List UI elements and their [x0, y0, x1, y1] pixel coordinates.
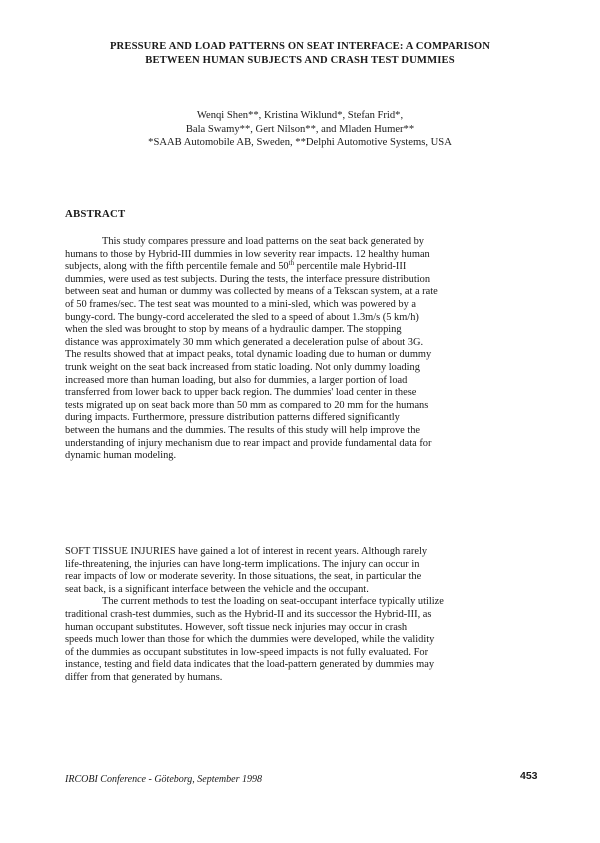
abstract-line: distance was approximately 30 mm which generated a deceleration pulse of about 3G. — [65, 336, 424, 348]
abstract-text — [65, 236, 535, 463]
body-line: of the dummies as occupant substitutes in low-speed impacts is not fully evaluated. For — [65, 646, 429, 658]
author-line: Wenqi Shen**, Kristina Wiklund*, Stefan Frid*, — [196, 110, 404, 121]
abstract-line: between the humans and the dummies. The results of this study will help improve the — [65, 424, 421, 436]
abstract-line: increased more than human loading, but also for dummies, a larger portion of load — [65, 374, 408, 386]
abstract-line: transferred from lower back to upper back region. The dummies' load center in these — [65, 387, 417, 399]
introduction-text — [65, 546, 535, 685]
body-line: traditional crash-test dummies, such as the Hybrid-II and its successor the Hybrid-III, as — [65, 608, 432, 620]
abstract-line: dynamic human modeling. — [65, 450, 177, 462]
body-line: differ from that generated by humans. — [65, 671, 223, 683]
author-line: Bala Swamy**, Gert Nilson**, and Mladen Humer** — [185, 123, 415, 135]
abstract-line: humans to those by Hybrid-III dummies in low severity rear impacts. 12 healthy human — [65, 248, 430, 260]
abstract-line: trunk weight on the seat back increased from static loading. Not only dummy loading — [65, 361, 420, 373]
paper-title — [40, 40, 560, 68]
abstract-line — [65, 261, 535, 274]
abstract-line: This study compares pressure and load patterns on the seat back generated by — [102, 236, 425, 247]
title-line: PRESSURE AND LOAD PATTERNS ON SEAT INTERFACE: A COMPARISON — [109, 41, 491, 52]
abstract-line: during impacts. Furthermore, pressure distribution patterns differed significantly — [65, 412, 400, 424]
abstract-heading: ABSTRACT — [65, 208, 126, 220]
author-block — [40, 109, 560, 150]
body-line: life-threatening, the injuries can have long-term implications. The injury can occur in — [65, 558, 420, 570]
body-line: rear impacts of low or moderate severity. In those situations, the seat, in particular the — [65, 571, 422, 583]
page-number: 453 — [520, 770, 538, 782]
abstract-line-part: subjects, along with the fifth percentile female and 50 — [65, 261, 289, 273]
superscript-th: th — [288, 259, 295, 268]
body-line: human occupant substitutes. However, soft tissue neck injuries may occur in crash — [65, 621, 408, 633]
affiliation-line: *SAAB Automobile AB, Sweden, **Delphi Automotive Systems, USA — [148, 137, 452, 148]
abstract-line: between seat and human or dummy was collected by means of a Tekscan system, at a rate — [65, 286, 438, 298]
body-line: SOFT TISSUE INJURIES have gained a lot of interest in recent years. Although rarely — [65, 546, 428, 557]
abstract-line: understanding of injury mechanism due to rear impact and provide fundamental data for — [65, 437, 432, 449]
title-line: BETWEEN HUMAN SUBJECTS AND CRASH TEST DUMMIES — [145, 55, 455, 66]
body-line: instance, testing and field data indicates that the load-pattern generated by dummies may — [65, 659, 435, 671]
abstract-line: The results showed that at impact peaks, total dynamic loading due to human or dummy — [65, 349, 432, 361]
abstract-line: dummies, were used as test subjects. During the tests, the interface pressure distribution — [65, 273, 431, 285]
abstract-line: tests migrated up on seat back more than 50 mm as compared to 20 mm for the humans — [65, 399, 429, 411]
body-line: The current methods to test the loading on seat-occupant interface typically utilize — [102, 596, 444, 608]
body-line: seat back, is a significant interface between the vehicle and the occupant. — [65, 583, 369, 595]
footer-conference: IRCOBI Conference - Göteborg, September 1998 — [65, 774, 262, 785]
body-line: speeds much lower than those for which the dummies were developed, while the validity — [65, 634, 435, 646]
abstract-line: when the sled was brought to stop by means of a hydraulic damper. The stopping — [65, 324, 402, 336]
abstract-line: bungy-cord. The bungy-cord accelerated the sled to a speed of about 1.3m/s (5 km/h) — [65, 311, 419, 323]
abstract-line: of 50 frames/sec. The test seat was mounted to a mini-sled, which was powered by a — [65, 298, 416, 310]
abstract-line-part: percentile male Hybrid-III — [294, 261, 407, 273]
